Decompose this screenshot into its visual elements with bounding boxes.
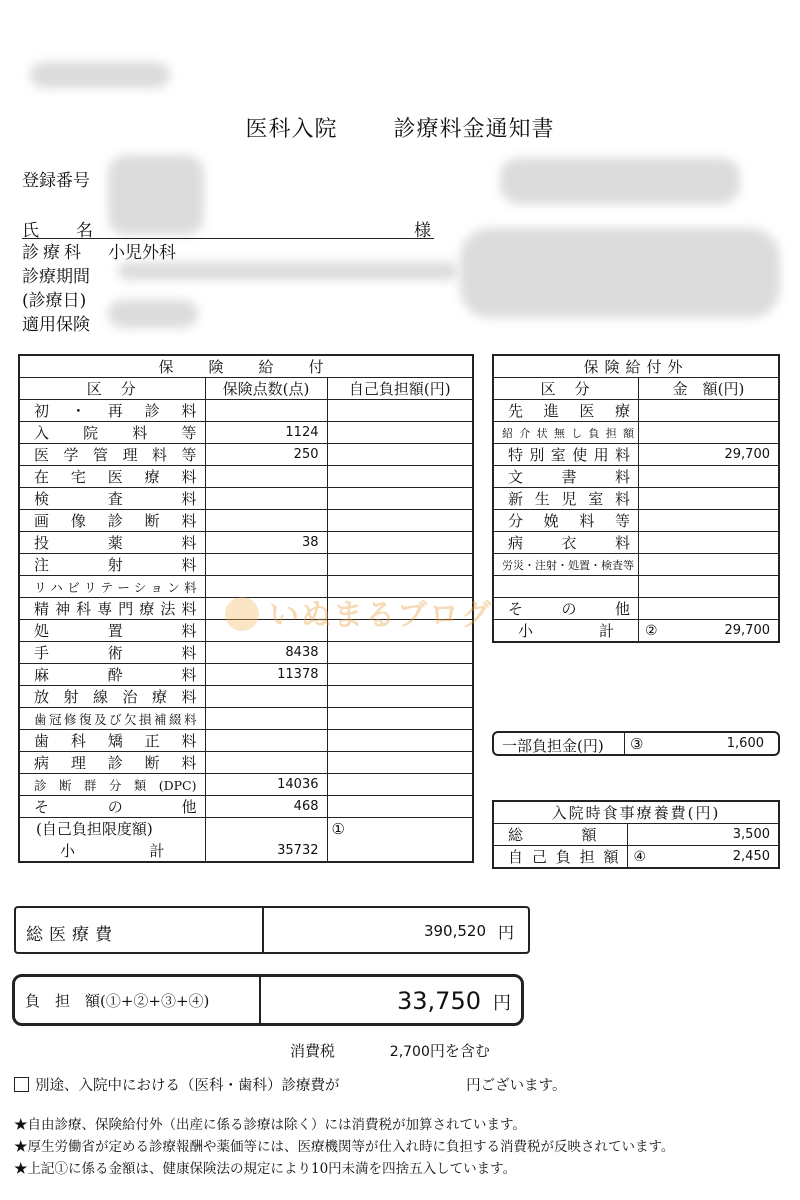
row-amount	[639, 510, 780, 532]
burden-box	[12, 974, 524, 1026]
row-name: 在宅医療料	[19, 466, 205, 488]
non-insurance-table	[492, 354, 780, 643]
row-points: 250	[205, 444, 327, 466]
col-copay: 自己負担額(円)	[327, 378, 473, 400]
table-row	[493, 532, 779, 554]
col-points: 保険点数(点)	[205, 378, 327, 400]
burden-unit: 円	[493, 993, 511, 1014]
row-copay	[327, 796, 473, 818]
row-name: 歯科矯正料	[19, 730, 205, 752]
table-row	[493, 488, 779, 510]
table-row	[493, 510, 779, 532]
table-row	[19, 796, 473, 818]
meal-copay-label: 自己負担額	[493, 846, 627, 869]
title-right: 診療料金通知書	[393, 117, 555, 142]
subtotal-mark: ①	[327, 818, 473, 840]
separate-prefix: 別途、入院中における（医科・歯科）診療費が	[35, 1078, 340, 1094]
row-name: 労災・注射・処置・検査等	[493, 554, 639, 576]
table-row	[19, 510, 473, 532]
name-suffix: 様	[414, 221, 431, 241]
meal-copay-mark: ④	[633, 849, 647, 865]
partial-copay-box	[492, 731, 780, 756]
col-amount: 金 額(円)	[639, 378, 780, 400]
row-name: 歯冠修復及び欠損補綴料	[19, 708, 205, 730]
row-copay	[327, 686, 473, 708]
limit-label: (自己負担限度額)	[19, 818, 205, 840]
row-points	[205, 400, 327, 422]
partial-copay-mark: ③	[630, 735, 644, 753]
row-name: 画像診断料	[19, 510, 205, 532]
total-medical-label: 総医療費	[26, 925, 118, 945]
row-name: 注射料	[19, 554, 205, 576]
table-row	[493, 444, 779, 466]
row-name: 紹介状無し負担額	[493, 422, 639, 444]
row-amount	[639, 488, 780, 510]
tax-suffix: 円を含む	[429, 1042, 490, 1060]
name-label: 氏 名	[22, 221, 103, 241]
row-copay	[327, 532, 473, 554]
row-name: 検査料	[19, 488, 205, 510]
redaction-mark	[30, 62, 170, 88]
row-points	[205, 554, 327, 576]
row-copay	[327, 774, 473, 796]
row-name: その他	[19, 796, 205, 818]
table-row	[19, 664, 473, 686]
row-copay	[327, 664, 473, 686]
redaction-mark	[460, 228, 780, 318]
row-name: 特別室使用料	[493, 444, 639, 466]
row-name: 分娩料等	[493, 510, 639, 532]
redaction-mark	[108, 155, 204, 235]
row-name: 文書料	[493, 466, 639, 488]
row-points	[205, 708, 327, 730]
row-copay	[327, 752, 473, 774]
row-name: 診断群分類(DPC)	[19, 774, 205, 796]
meal-table	[492, 800, 780, 869]
burden-label: 負 担 額(①+②+③+④)	[25, 992, 210, 1010]
row-points	[205, 510, 327, 532]
insurance-label: 適用保険	[22, 315, 90, 335]
non-insurance-title: 保険給付外	[493, 355, 779, 378]
registration-label: 登録番号	[22, 171, 90, 191]
row-copay	[327, 730, 473, 752]
right-subtotal-mark: ②	[645, 623, 658, 639]
table-row	[19, 466, 473, 488]
meal-copay-amount	[627, 846, 779, 869]
row-points: 1124	[205, 422, 327, 444]
row-name: 病衣料	[493, 532, 639, 554]
row-points: 468	[205, 796, 327, 818]
row-name: 初・再診料	[19, 400, 205, 422]
table-row	[493, 400, 779, 422]
row-amount	[639, 554, 780, 576]
separate-suffix: 円ございます。	[466, 1078, 567, 1094]
total-medical-amount: 390,520	[423, 922, 486, 940]
table-row	[19, 642, 473, 664]
meal-title: 入院時食事療養費(円)	[493, 801, 779, 824]
row-copay	[327, 642, 473, 664]
row-points	[205, 488, 327, 510]
date-label: (診療日)	[22, 291, 87, 311]
row-points: 11378	[205, 664, 327, 686]
department-value: 小児外科	[108, 243, 176, 263]
partial-copay-label: 一部負担金(円)	[502, 737, 604, 755]
table-row	[19, 444, 473, 466]
table-row	[493, 598, 779, 620]
right-subtotal-amount	[639, 620, 780, 643]
right-subtotal-label: 小 計	[493, 620, 639, 643]
row-copay	[327, 708, 473, 730]
row-points: 14036	[205, 774, 327, 796]
row-amount	[639, 532, 780, 554]
row-copay	[327, 400, 473, 422]
row-name: 医学管理料等	[19, 444, 205, 466]
table-row	[19, 774, 473, 796]
separate-charges-line	[14, 1074, 566, 1095]
row-copay	[327, 554, 473, 576]
tax-line	[290, 1040, 490, 1061]
row-name: 先進医療	[493, 400, 639, 422]
table-row	[19, 422, 473, 444]
row-name	[493, 576, 639, 598]
row-name: 入院料等	[19, 422, 205, 444]
table-row	[19, 554, 473, 576]
row-amount	[639, 576, 780, 598]
row-name: 処置料	[19, 620, 205, 642]
row-name: リハビリテーション料	[19, 576, 205, 598]
insurance-table-title: 保 険 給 付	[19, 355, 473, 378]
page-title	[0, 112, 800, 143]
notes	[14, 1114, 674, 1180]
row-copay	[327, 422, 473, 444]
meal-total-amount: 3,500	[627, 824, 779, 846]
row-copay	[327, 510, 473, 532]
subtotal-label: 小 計	[19, 840, 205, 862]
dog-logo-icon	[225, 597, 259, 631]
note-3: ★上記①に係る金額は、健康保険法の規定により10円未満を四捨五入しています。	[14, 1161, 517, 1177]
meal-total-label: 総 額	[493, 824, 627, 846]
row-name: 新生児室料	[493, 488, 639, 510]
watermark	[225, 590, 493, 634]
table-row	[493, 576, 779, 598]
row-points: 38	[205, 532, 327, 554]
tax-amount: 2,700	[389, 1044, 430, 1060]
table-row	[19, 400, 473, 422]
subtotal-points: 35732	[205, 840, 327, 862]
col-category-right: 区 分	[493, 378, 639, 400]
partial-copay-amount: 1,600	[726, 736, 764, 751]
table-row	[19, 532, 473, 554]
row-copay	[327, 488, 473, 510]
note-2: ★厚生労働省が定める診療報酬や薬価等には、医療機関等が仕入れ時に負担する消費税が反映されています。	[14, 1139, 675, 1155]
table-row	[19, 730, 473, 752]
table-row	[19, 708, 473, 730]
row-name: その他	[493, 598, 639, 620]
title-left: 医科入院	[245, 117, 338, 142]
burden-amount: 33,750	[397, 987, 481, 1015]
row-copay	[327, 444, 473, 466]
row-points	[205, 466, 327, 488]
redaction-mark	[500, 158, 740, 204]
row-points	[205, 752, 327, 774]
note-1: ★自由診療、保険給付外（出産に係る診療は除く）には消費税が加算されています。	[14, 1117, 526, 1133]
row-amount	[639, 598, 780, 620]
table-row	[493, 554, 779, 576]
right-subtotal-value: 29,700	[724, 623, 770, 638]
table-row	[493, 422, 779, 444]
row-name: 手術料	[19, 642, 205, 664]
table-row	[493, 466, 779, 488]
row-points	[205, 686, 327, 708]
row-name: 麻酔料	[19, 664, 205, 686]
watermark-text: いぬまるブログ	[269, 598, 493, 633]
table-row	[19, 686, 473, 708]
row-name: 病理診断料	[19, 752, 205, 774]
meal-copay-value: 2,450	[732, 849, 770, 864]
col-category: 区 分	[19, 378, 205, 400]
row-name: 精神科専門療法料	[19, 598, 205, 620]
row-points: 8438	[205, 642, 327, 664]
row-amount	[639, 466, 780, 488]
period-label: 診療期間	[22, 267, 90, 287]
row-copay	[327, 466, 473, 488]
row-name: 放射線治療料	[19, 686, 205, 708]
table-row	[19, 488, 473, 510]
checkbox	[14, 1077, 29, 1092]
row-points	[205, 730, 327, 752]
total-medical-unit: 円	[497, 923, 514, 942]
redaction-mark	[108, 300, 198, 328]
row-amount	[639, 400, 780, 422]
table-row	[19, 752, 473, 774]
row-amount	[639, 422, 780, 444]
department-label: 診療科	[22, 243, 85, 263]
tax-label: 消費税	[290, 1042, 336, 1060]
redaction-mark	[118, 262, 458, 280]
total-medical-box	[14, 906, 530, 954]
row-name: 投薬料	[19, 532, 205, 554]
row-amount: 29,700	[639, 444, 780, 466]
